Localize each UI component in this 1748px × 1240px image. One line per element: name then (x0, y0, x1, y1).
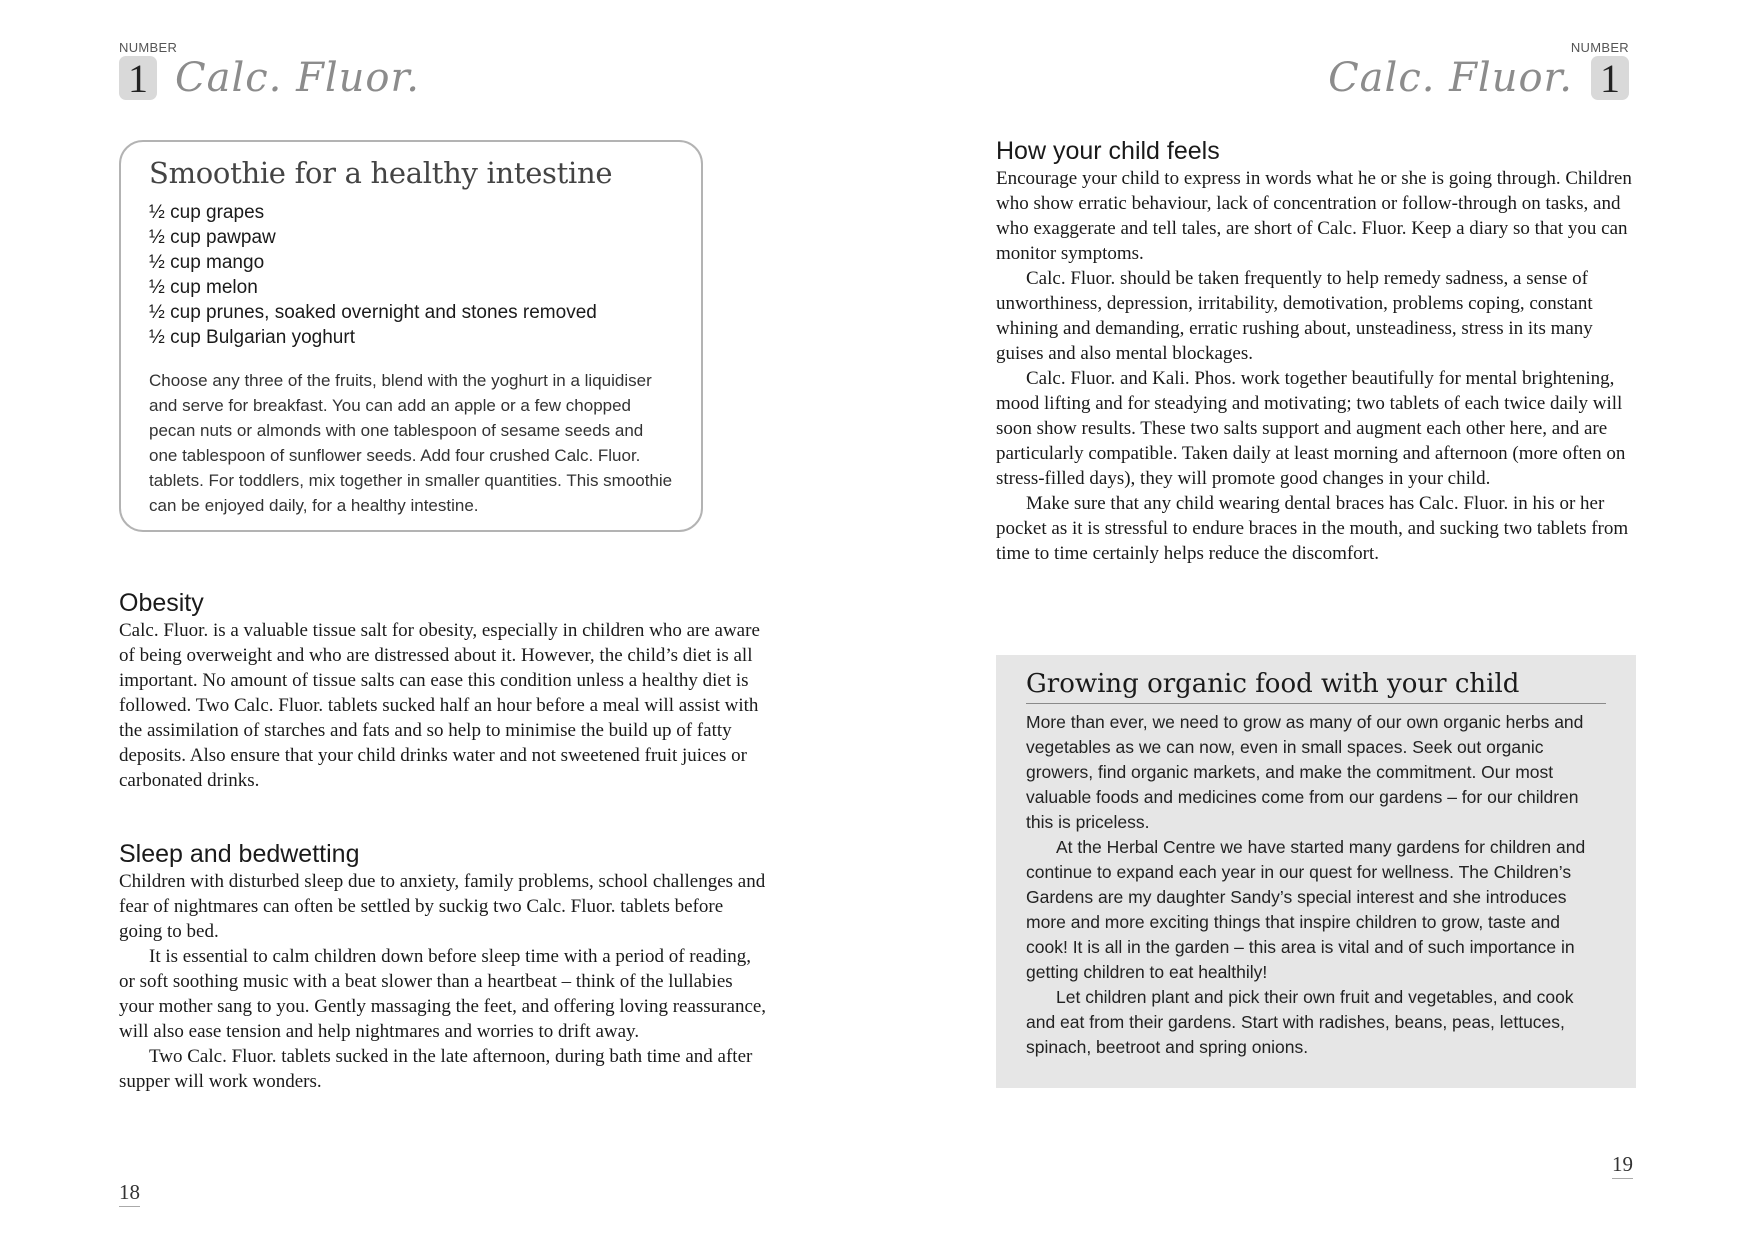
obesity-section (119, 588, 767, 793)
feels-section (996, 136, 1644, 566)
running-head-left (119, 40, 420, 101)
ingredient-list (149, 200, 673, 350)
salt-name: Calc. Fluor. (175, 55, 420, 101)
organic-paragraph: More than ever, we need to grow as many of our own organic herbs and vegetables as we can now, even in small spaces. Seek out organic growers, find organic markets, and make the commitment. Our most valuable foods and medicines come from our gardens – for our children this is priceless. (1026, 712, 1584, 832)
salt-number-badge: 1 (119, 56, 157, 100)
sleep-section (119, 839, 767, 1094)
number-label: NUMBER (119, 40, 178, 55)
recipe-method: Choose any three of the fruits, blend with the yoghurt in a liquidiser and serve for breakfast. You can add an apple or a few chopped pecan nuts or almonds with one tablespoon of sesame seeds and one tablespoon of sunflower seeds. Add four crushed Calc. Fluor. tablets. For toddlers, mix together in smaller quantities. This smoothie can be enjoyed daily, for a healthy intestine. (149, 371, 673, 515)
feels-paragraph: Make sure that any child wearing dental braces has Calc. Fluor. in his or her pocket as it is stressful to endure braces in the mouth, and sucking two tablets from time to time certainly helps reduce the discomfort. (996, 493, 1629, 564)
obesity-paragraph: Calc. Fluor. is a valuable tissue salt for obesity, especially in children who are aware of being overweight and who are distressed about it. However, the child’s diet is all important. No amount of tissue salts can ease this condition unless a healthy diet is followed. Two Calc. Fluor. tablets sucked half an hour before a meal will assist with the assimilation of starches and fats and so help to minimise the build up of fatty deposits. Also ensure that your child drinks water and not sweetened fruit juices or carbonated drinks. (119, 620, 760, 791)
sleep-paragraph: It is essential to calm children down before sleep time with a period of reading, or soft soothing music with a beat slower than a heartbeat – think of the lullabies your mother sang to you. Gently massaging the feet, and offering loving reassurance, will also ease tension and help nightmares and worries to drift away. (119, 946, 767, 1042)
salt-name: Calc. Fluor. (1328, 55, 1573, 101)
running-head-right (1328, 40, 1629, 101)
feels-paragraph: Calc. Fluor. should be taken frequently to help remedy sadness, a sense of unworthiness, depression, irritability, demotivation, problems coping, constant whining and demanding, erratic rushing about, unsteadiness, stress in its many guises and also mental blockages. (996, 268, 1593, 364)
ingredient-item: ½ cup prunes, soaked overnight and stones removed (149, 302, 597, 323)
ingredient-item: ½ cup pawpaw (149, 227, 276, 248)
organic-heading: Growing organic food with your child (1026, 669, 1606, 704)
feels-heading: How your child feels (996, 137, 1220, 165)
feels-paragraph: Encourage your child to express in words what he or she is going through. Children who show erratic behaviour, lack of concentration or follow-through on tasks, and who exaggerate and tell tales, are short of Calc. Fluor. Keep a diary so that you can monitor symptoms. (996, 168, 1632, 264)
ingredient-item: ½ cup mango (149, 252, 265, 273)
recipe-title: Smoothie for a healthy intestine (149, 156, 613, 190)
organic-sidebar-box (996, 655, 1636, 1088)
salt-number-badge: 1 (1591, 56, 1629, 100)
ingredient-item: ½ cup Bulgarian yoghurt (149, 327, 355, 348)
page-number-left: 18 (119, 1180, 140, 1207)
number-label: NUMBER (1570, 40, 1629, 55)
sleep-paragraph: Children with disturbed sleep due to anxiety, family problems, school challenges and fear of nightmares can often be settled by suckig two Calc. Fluor. tablets before going to bed. (119, 871, 766, 942)
ingredient-item: ½ cup grapes (149, 202, 265, 223)
feels-paragraph: Calc. Fluor. and Kali. Phos. work together beautifully for mental brightening, mood lifting and for steadying and motivating; two tablets of each twice daily will soon show results. These two salts support and augment each other here, and are particularly compatible. Taken daily at least morning and afternoon (more often on stress-filled days), they will promote good changes in your child. (996, 368, 1626, 489)
recipe-box (119, 140, 703, 532)
page-number-right: 19 (1612, 1152, 1633, 1179)
organic-paragraph: At the Herbal Centre we have started many gardens for children and continue to expand each year in our quest for wellness. The Children’s Gardens are my daughter Sandy’s special interest and she introduces more and more exciting things that inspire children to grow, taste and cook! It is all in the garden – this area is vital and of such importance in getting children to eat healthily! (1026, 837, 1586, 982)
organic-paragraph: Let children plant and pick their own fruit and vegetables, and cook and eat from their gardens. Start with radishes, beans, peas, lettuces, spinach, beetroot and spring onions. (1026, 987, 1574, 1057)
sleep-heading: Sleep and bedwetting (119, 840, 360, 868)
obesity-heading: Obesity (119, 589, 204, 617)
ingredient-item: ½ cup melon (149, 277, 258, 298)
sleep-paragraph: Two Calc. Fluor. tablets sucked in the late afternoon, during bath time and after supper will work wonders. (119, 1046, 753, 1092)
